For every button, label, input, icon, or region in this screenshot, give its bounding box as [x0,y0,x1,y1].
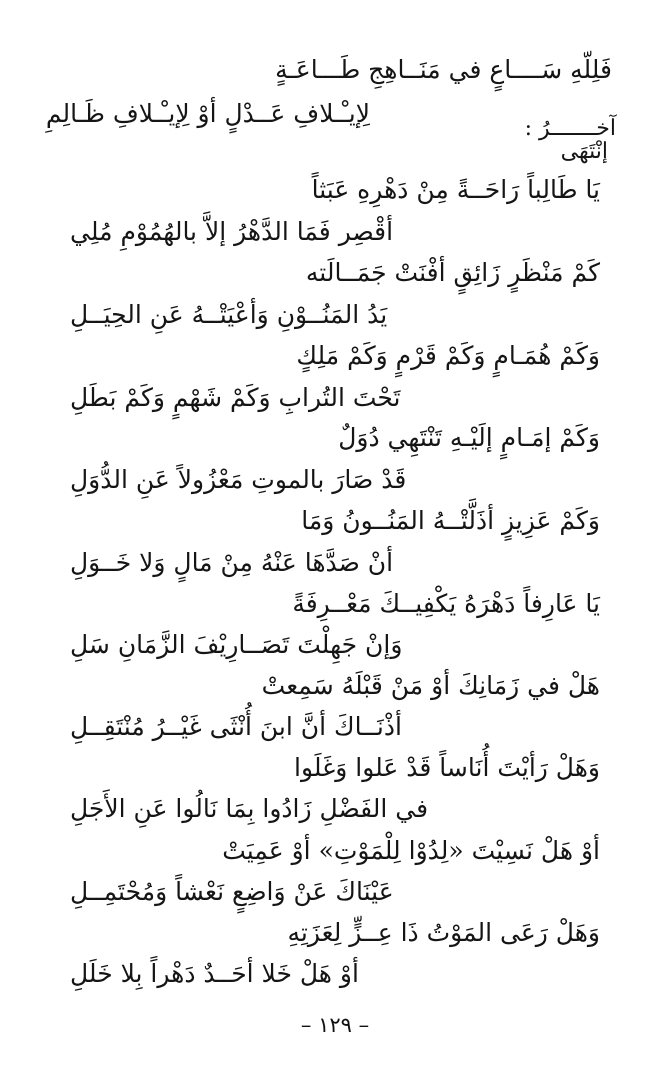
poem-line: وَكَمْ عَزِيزٍ أذَلَّتْــهُ المَنُــونُ وَمَا [301,506,600,535]
page-number: – ١٢٩ – [300,1013,370,1037]
poem-line: يَا طَالِباً رَاحَــةً مِنْ دَهْرِهِ عَبَثاً [311,175,600,204]
poem-line: فَلِلّهِ سَــــاعٍ في مَنَــاهِجِ طَـــاعَـةٍ [275,55,612,84]
poem-line: أنْ صَدَّهَا عَنْهُ مِنْ مَالٍ وَلا خَــوَلِ [70,548,394,577]
poem-line: عَيْنَاكَ عَنْ وَاضِعٍ نَعْشاً وَمُحْتَمِــلِ [70,877,394,906]
poem-line: أذْنَــاكَ أنَّ ابنَ أُنْثَى غَيْــرُ مُنْتَقِــلِ [70,712,402,741]
section-end-marker: إنْتَهَى [560,139,608,164]
poem-line: تَحْتَ التُرابِ وَكَمْ شَهْمٍ وَكَمْ بَطَلِ [70,383,401,412]
poem-line: أوْ هَلْ نَسِيْتَ «لِدُوْا لِلْمَوْتِ» أوْ عَمِيَتْ [222,836,600,865]
poem-line: هَلْ في زَمَانِكَ أوْ مَنْ قَبْلَهُ سَمِعتْ [261,671,600,700]
poem-line: وَهَلْ رَعَى المَوْتُ ذَا عِــزٍّ لِعَزَتِهِ [287,918,600,947]
poem-line: وَهَلْ رَأيْتَ أُنَاساً قَدْ عَلوا وَغَلَوا [294,753,600,782]
speaker-label: آخـــــــرُ : [524,116,616,141]
poem-line: وَكَمْ إمَـامٍ إلَيْـهِ تَنْتَهِي دُوَلٌ [338,423,600,452]
poem-line: يَا عَارِفاً دَهْرَهُ يَكْفِيــكَ مَعْــرِفَةً [292,589,600,618]
poem-line: قَدْ صَارَ بالموتِ مَعْزُولاً عَنِ الدُّوَلِ [70,465,407,494]
poem-line: في الفَضْلِ زَادُوا بِمَا نَالُوا عَنِ الأَجَلِ [70,794,429,823]
poem-line: كَمْ مَنْظَرٍ زَائِقٍ أفْنَتْ جَمَــالَته [305,258,600,287]
poem-line: أوْ هَلْ خَلا أحَــدٌ دَهْراً بِلا خَلَلِ [70,959,359,988]
poem-line: أقْصِر فَمَا الدَّهْرُ إلاَّ بالهُمُوْمِ مُلِي [70,217,394,246]
poem-line: يَدُ المَنُــوْنِ وَأعْيَتْــهُ عَنِ الحِيَــلِ [70,300,388,329]
poem-line: وَكَمْ هُمَـامٍ وَكَمْ قَرْمٍ وَكَمْ مَلِكٍ [296,341,600,370]
poem-line: لِإيـْـلافِ عَــدْلٍ أوْ لِإيـْـلافِ ظَـالِمِ [45,99,370,128]
poem-line: وَإنْ جَهِلْتَ تَصَــارِيْفَ الزَّمَانِ سَلِ [70,630,403,659]
